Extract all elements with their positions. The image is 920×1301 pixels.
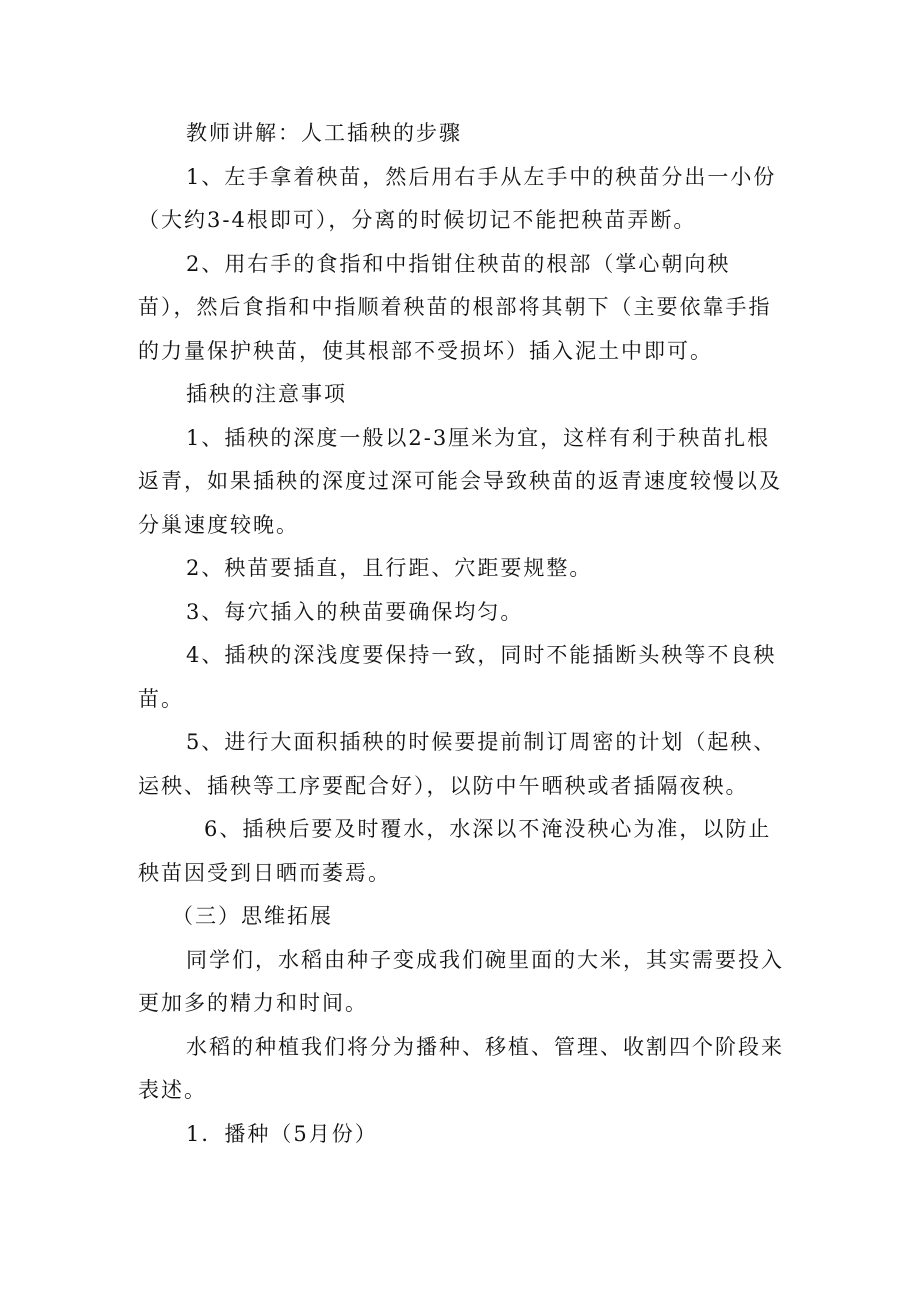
section-heading-thinking-extension: （三）思维拓展 (172, 904, 333, 928)
section-heading-precautions: 插秧的注意事项 (186, 382, 347, 406)
precaution-3-paragraph: 3、每穴插入的秧苗要确保均匀。 (186, 599, 524, 624)
document-body (138, 112, 786, 1156)
precaution-5-paragraph: 5、进行大面积插秧的时候要提前制订周密的计划（起秧、运秧、插秧等工序要配合好），以防中午晒秧或者插隔夜秧。 (138, 730, 777, 798)
stages-paragraph: 水稻的种植我们将分为播种、移植、管理、收割四个阶段来表述。 (138, 1034, 784, 1102)
precaution-2-paragraph: 2、秧苗要插直，且行距、穴距要规整。 (186, 556, 593, 580)
precaution-1-paragraph: 1、插秧的深度一般以2-3厘米为宜，这样有利于秧苗扎根返青，如果插秧的深度过深可能会导致秧苗的返青速度较慢以及分巢速度较晚。 (138, 425, 782, 537)
step-2-paragraph: 2、用右手的食指和中指钳住秧苗的根部（掌心朝向秧苗），然后食指和中指顺着秧苗的根部将其朝下（主要依靠手指的力量保护秧苗，使其根部不受损坏）插入泥土中即可。 (138, 251, 772, 363)
step-1-paragraph: 1、左手拿着秧苗，然后用右手从左手中的秧苗分出一小份（大约3-4根即可），分离的时候切记不能把秧苗弄断。 (138, 164, 777, 232)
section-heading-transplanting-steps: 教师讲解：人工插秧的步骤 (186, 121, 462, 145)
intro-paragraph: 同学们，水稻由种子变成我们碗里面的大米，其实需要投入更加多的精力和时间。 (138, 947, 784, 1015)
precaution-6-paragraph: 6、插秧后要及时覆水，水深以不淹没秧心为准，以防止秧苗因受到日晒而萎焉。 (138, 817, 772, 885)
sowing-heading: 1．播种（5月份） (186, 1121, 378, 1146)
precaution-4-paragraph: 4、插秧的深浅度要保持一致，同时不能插断头秧等不良秧苗。 (138, 643, 777, 711)
